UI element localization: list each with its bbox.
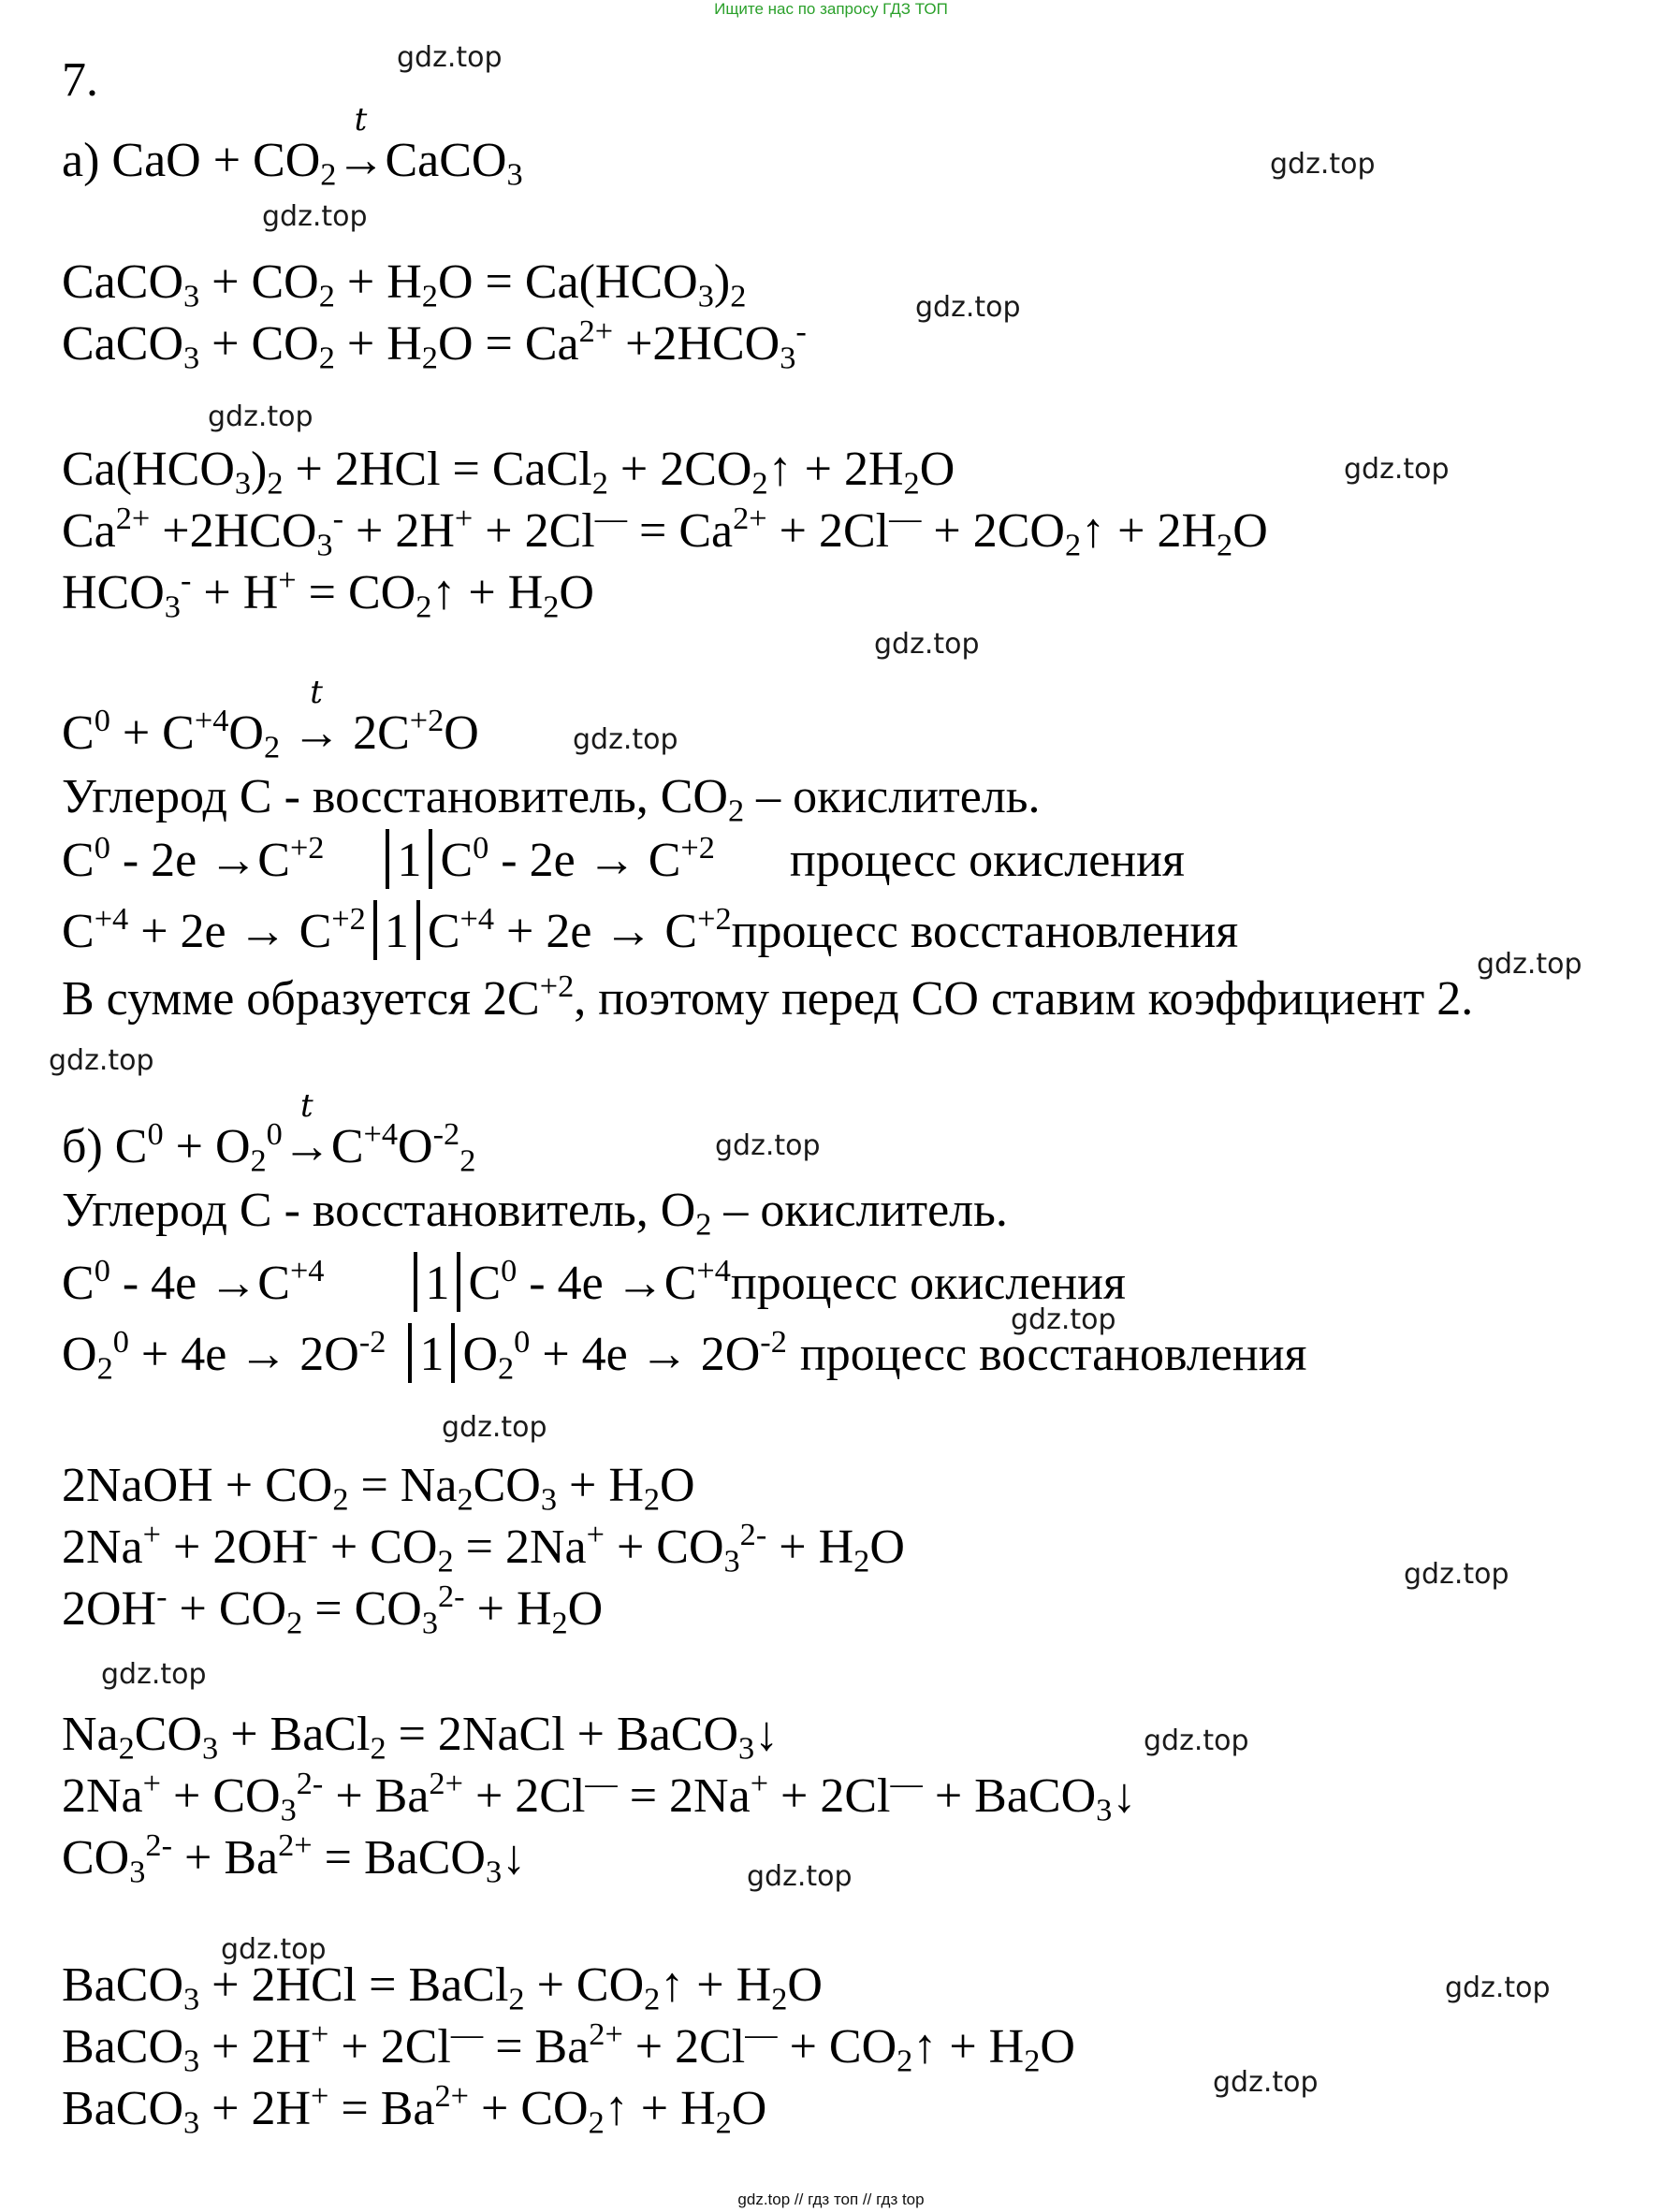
watermark: gdz.top xyxy=(715,1129,821,1162)
watermark: gdz.top xyxy=(1011,1303,1116,1336)
watermark: gdz.top xyxy=(915,291,1021,324)
watermark: gdz.top xyxy=(874,628,980,661)
equation-line: $2OH^- + CO_2 = CO_3^{2-} + H_2O$ xyxy=(62,1579,604,1641)
watermark: gdz.top xyxy=(1144,1724,1249,1757)
text-line: В сумме образуется $2C^{+2}$, поэтому перед CO ставим коэффициент 2. xyxy=(62,968,1474,1026)
electron-balance-line: $C^0 - 2e \to C^{+2}$ 1 $C^0 - 2e \to C^{+2}$ процесс окисления xyxy=(62,830,1185,887)
task-number: 7. xyxy=(62,53,98,107)
watermark: gdz.top xyxy=(1344,453,1450,486)
text-line: Углерод С - восстановитель, $CO_2$ – окислитель. xyxy=(62,770,1041,829)
equation-line: $2Na^+ + 2OH^- + CO_2 = 2Na^+ + CO_3^{2-} + H_2O$ xyxy=(62,1517,905,1579)
footer-links[interactable]: gdz.top // гдз топ // гдз top xyxy=(737,2190,925,2208)
equation-line: CaCO$_3$ + $CO_2 + H_2O = Ca(HCO_3)_2$ xyxy=(62,255,747,314)
balance-bar xyxy=(416,900,420,960)
balance-bar xyxy=(373,900,377,960)
watermark: gdz.top xyxy=(1445,1972,1551,2004)
watermark: gdz.top xyxy=(101,1658,207,1691)
equation-line: $Na_2CO_3$ + BaCl$_2$ = 2NaCl + BaCO$_3$↓ xyxy=(62,1708,780,1767)
equation-line: б) $C^0 + O_2^0$ t $\to C^{+4}O^{-2}_2$ xyxy=(62,1119,475,1175)
watermark: gdz.top xyxy=(262,200,368,233)
temperature-label: t xyxy=(299,1087,313,1125)
equation-line: $Ca(HCO_3)_2 + 2HCl$ = CaCl$_2$ + $2CO_2↑ + 2H_2O$ xyxy=(62,443,955,502)
equation-line: $CO_3^{2-} + Ba^{2+}$ = BaCO$_3$↓ xyxy=(62,1827,527,1890)
watermark: gdz.top xyxy=(747,1860,853,1893)
equation-line: BaCO$_3$ + $2H^+ = Ba^{2+}$ + $CO_2↑ + H_2O$ xyxy=(62,2078,767,2141)
balance-bar xyxy=(386,829,389,889)
balance-bar xyxy=(451,1323,455,1383)
equation-line: BaCO$_3$ + $2H^+ + 2Cl^— = Ba^{2+} + 2Cl^—$ + $CO_2↑ + H_2O$ xyxy=(62,2016,1075,2079)
watermark: gdz.top xyxy=(208,400,313,433)
electron-balance-line: $O_2^0 + 4e \to 2O^{-2}$ 1 $O_2^0 + 4e \to 2O^{-2}$ процесс восстановления xyxy=(62,1324,1307,1387)
text-line: Углерод С - восстановитель, $O_2$ – окислитель. xyxy=(62,1184,1008,1243)
balance-bar xyxy=(414,1252,417,1312)
equation-line: а) CaO + $CO_2$ t →CaCO$_3$ xyxy=(62,133,523,189)
equation-line: $HCO_3^- + H^+$ = $CO_2↑ + H_2O$ xyxy=(62,562,594,625)
electron-balance-line: $C^0 - 4e \to C^{+4}$ 1 $C^0 - 4e$ $\to C^{+4}процесс$ окисления xyxy=(62,1253,1126,1310)
watermark: gdz.top xyxy=(397,41,503,74)
balance-bar xyxy=(429,829,432,889)
equation-line: $2Na^+ + CO_3^{2-} + Ba^{2+} + 2Cl^— = 2Na^+ + 2Cl^—$ + BaCO$_3$↓ xyxy=(62,1766,1137,1828)
watermark: gdz.top xyxy=(221,1933,327,1966)
temperature-label: t xyxy=(310,674,323,711)
temperature-label: t xyxy=(354,101,368,138)
watermark: gdz.top xyxy=(442,1411,547,1444)
top-banner[interactable]: Ищите нас по запросу ГДЗ ТОП xyxy=(714,0,948,18)
equation-line: BaCO$_3$ + 2HCl = BaCl$_2$ + $CO_2↑ + H_2O$ xyxy=(62,1958,823,2017)
watermark: gdz.top xyxy=(1477,948,1582,981)
electron-balance-line: $C^{+4} + 2e \to C^{+2}$ 1 $C^{+4} + 2e$ → $C^{+2}процесс$ восстановления xyxy=(62,901,1239,958)
watermark: gdz.top xyxy=(1270,148,1376,181)
equation-line: CaCO$_3$ + $CO_2 + H_2O = Ca^{2+} +2HCO_3^-$ xyxy=(62,313,807,376)
watermark: gdz.top xyxy=(1213,2066,1319,2099)
watermark: gdz.top xyxy=(1404,1558,1509,1591)
equation-line: 2NaOH + $CO_2 = Na_2CO_3 + H_2O$ xyxy=(62,1459,695,1518)
watermark: gdz.top xyxy=(49,1044,154,1077)
equation-line: $C^0 + C^{+4}O_2$ t → $2C^{+2}O$ xyxy=(62,706,479,762)
equation-line: $Ca^{2+} +2HCO_3^- + 2H^+ + 2Cl^— = Ca^{2+} + 2Cl^—$ + $2CO_2↑ + 2H_2O$ xyxy=(62,501,1268,563)
balance-bar xyxy=(457,1252,460,1312)
balance-bar xyxy=(408,1323,412,1383)
watermark: gdz.top xyxy=(573,723,678,756)
